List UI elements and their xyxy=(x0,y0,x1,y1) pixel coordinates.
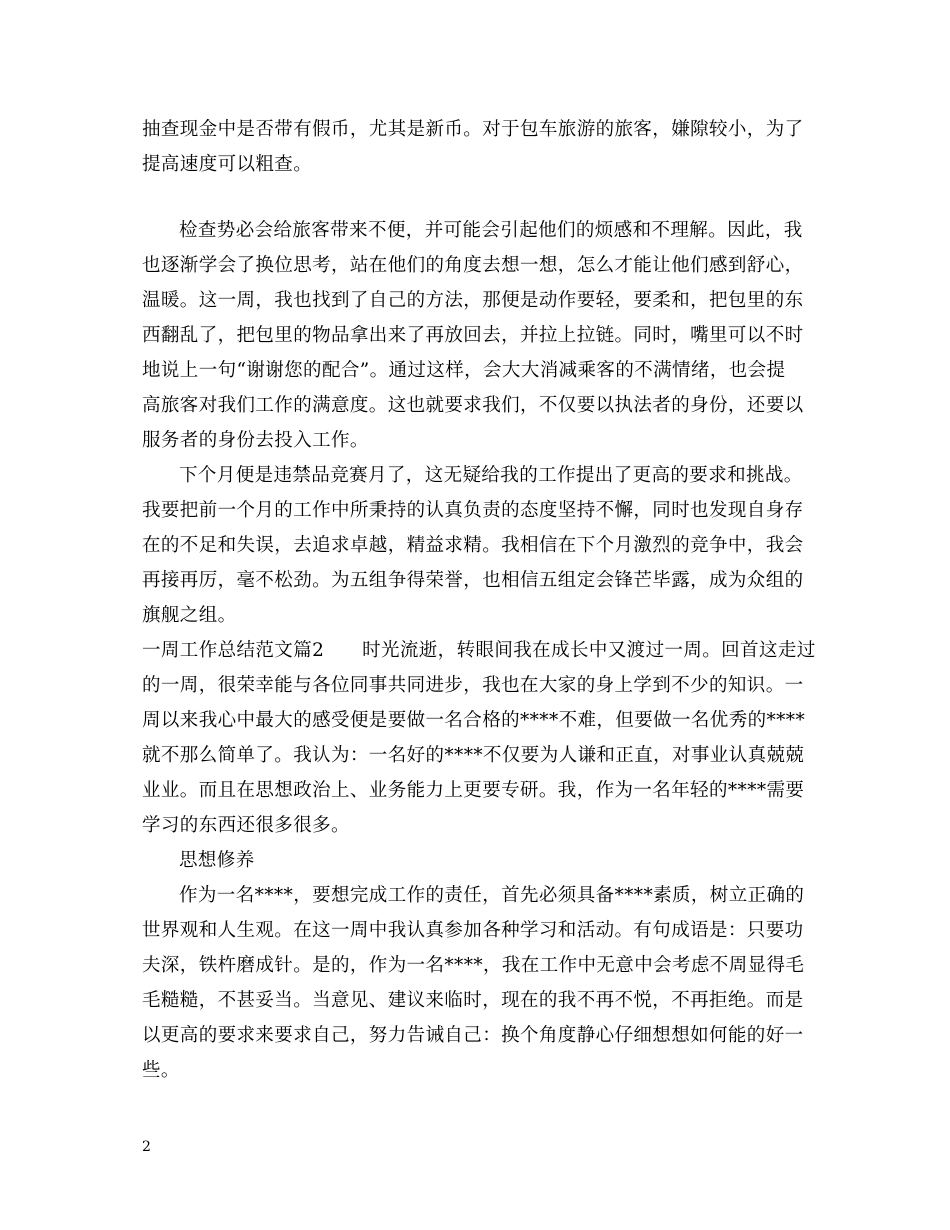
text-line: 温暖。这一周，我也找到了自己的方法，那便是动作要轻，要柔和，把包里的东 xyxy=(142,290,804,311)
text-line: 检查势必会给旅客带来不便，并可能会引起他们的烦感和不理解。因此，我 xyxy=(179,220,803,241)
text-line: 抽查现金中是否带有假币，尤其是新币。对于包车旅游的旅客，嫌隙较小，为了 xyxy=(142,119,804,140)
text-line: 我要把前一个月的工作中所秉持的认真负责的态度坚持不懈，同时也发现自身存 xyxy=(142,500,804,521)
section-heading-line: 一周工作总结范文篇2 时光流逝，转眼间我在成长中又渡过一周。回首这走过 xyxy=(142,640,816,661)
text-line: 业业。而且在思想政治上、业务能力上更要专研。我，作为一名年轻的****需要 xyxy=(142,780,805,801)
text-line: 的一周，很荣幸能与各位同事共同进步，我也在大家的身上学到不少的知识。一 xyxy=(142,675,804,696)
text-line: 提高速度可以粗查。 xyxy=(142,154,313,175)
text-line: 旗舰之组。 xyxy=(142,605,237,626)
text-line: 学习的东西还很多很多。 xyxy=(142,815,350,836)
text-line: 下个月便是违禁品竞赛月了，这无疑给我的工作提出了更高的要求和挑战。 xyxy=(179,465,803,486)
text-line: 毛糙糙，不甚妥当。当意见、建议来临时，现在的我不再不悦，不再拒绝。而是 xyxy=(142,990,804,1011)
text-line: 服务者的身份去投入工作。 xyxy=(142,430,369,451)
text-line: 以更高的要求来要求自己，努力告诫自己：换个角度静心仔细想想如何能的好一 xyxy=(142,1025,804,1046)
text-line: 地说上一句“谢谢您的配合”。通过这样，会大大消减乘客的不满情绪，也会提 xyxy=(142,360,786,381)
subheading: 思想修养 xyxy=(179,850,255,871)
text-line: 作为一名****，要想完成工作的责任，首先必须具备****素质，树立正确的 xyxy=(179,885,805,906)
text-line: 也逐渐学会了换位思考，站在他们的角度去想一想，怎么才能让他们感到舒心， xyxy=(142,255,804,276)
text-line: 高旅客对我们工作的满意度。这也就要求我们，不仅要以执法者的身份，还要以 xyxy=(142,395,804,416)
page-number: 2 xyxy=(142,1139,151,1155)
text-line: 就不那么简单了。我认为：一名好的****不仅要为人谦和正直，对事业认真兢兢 xyxy=(142,745,805,766)
text-line: 些。 xyxy=(142,1060,180,1081)
text-line: 在的不足和失误，去追求卓越，精益求精。我相信在下个月激烈的竞争中，我会 xyxy=(142,535,804,556)
text-line: 世界观和人生观。在这一周中我认真参加各种学习和活动。有句成语是：只要功 xyxy=(142,920,804,941)
text-line: 西翻乱了，把包里的物品拿出来了再放回去，并拉上拉链。同时，嘴里可以不时 xyxy=(142,325,804,346)
text-line: 周以来我心中最大的感受便是要做一名合格的****不难，但要做一名优秀的**** xyxy=(142,710,806,731)
text-line: 夫深，铁杵磨成针。是的，作为一名****，我在工作中无意中会考虑不周显得毛 xyxy=(142,955,805,976)
text-line: 再接再厉，毫不松劲。为五组争得荣誉，也相信五组定会锋芒毕露，成为众组的 xyxy=(142,570,804,591)
